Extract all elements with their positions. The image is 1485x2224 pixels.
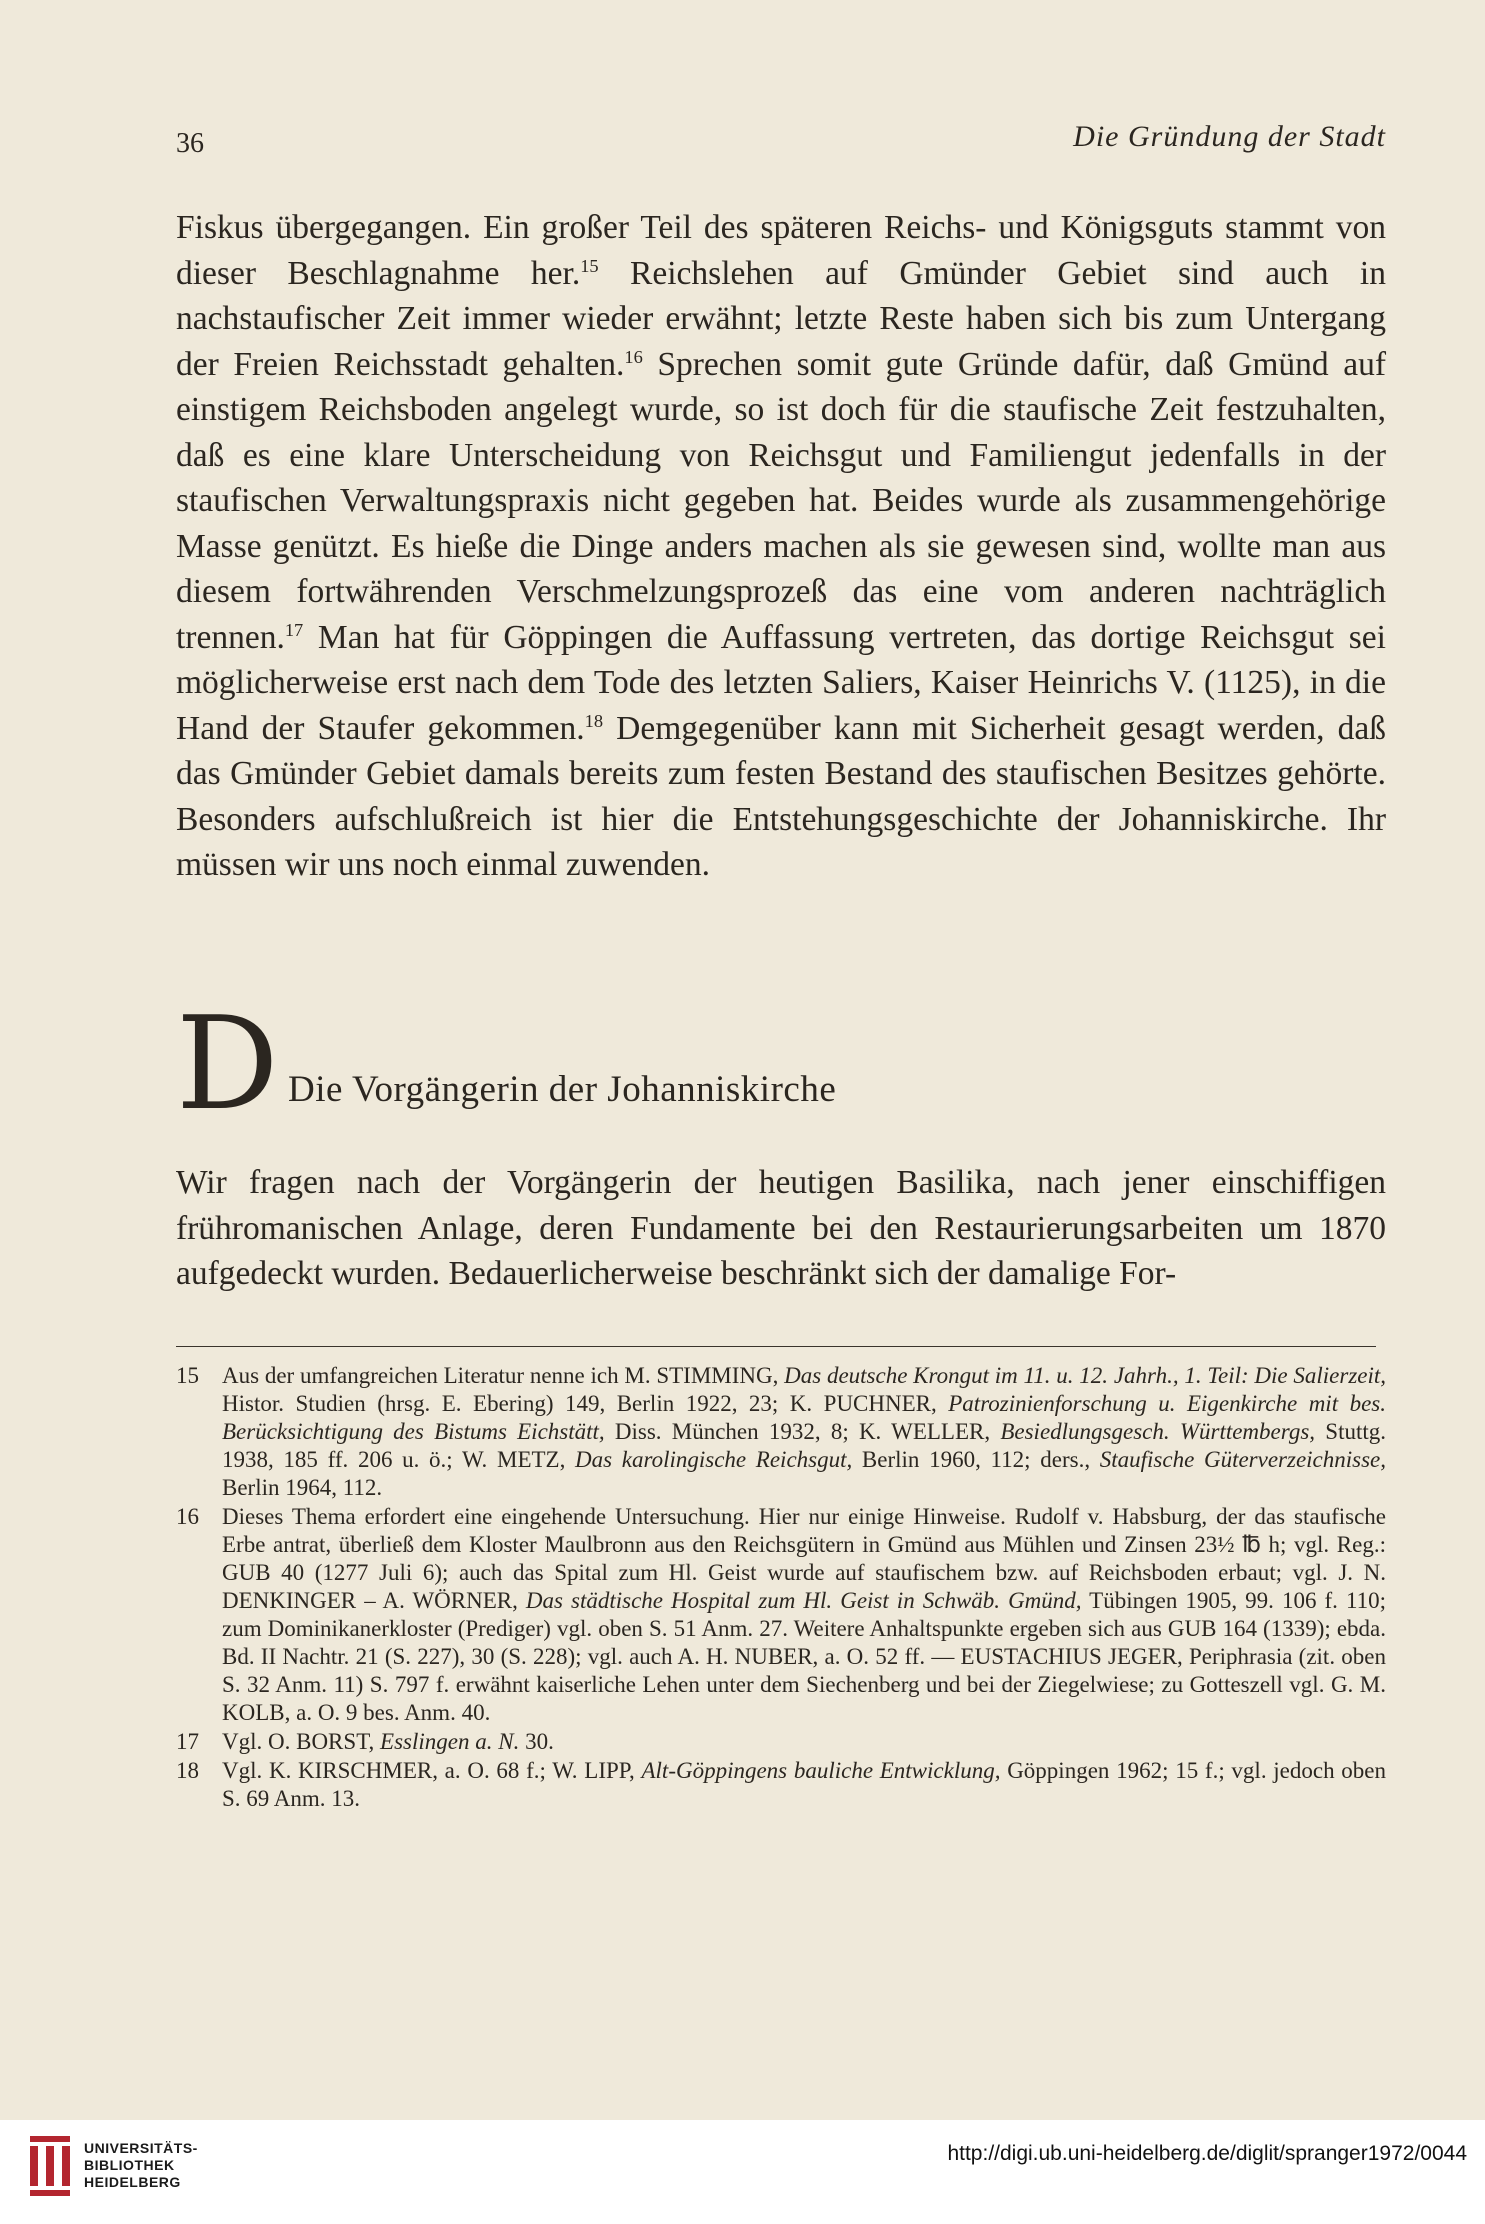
viewer-footer (0, 2120, 1485, 2224)
footnote-ref: 16 (624, 346, 643, 367)
footnote-number: 15 (176, 1363, 199, 1388)
footnote-text: Histor. Studien (hrsg. E. Ebering) 149, Berlin 1922, 23; K. PUCHNER, (222, 1391, 949, 1416)
footnote-text: Stuttg. 1938, 185 ff. 206 u. ö.; W. METZ, (222, 1419, 1386, 1472)
body-text-run: Reichslehen auf Gmünder Gebiet sind auch in nachstaufischer Zeit immer wieder erwähnt; letzte Reste haben sich bis zum Untergang der Freien Reichsstadt gehalten. (176, 254, 1386, 383)
footnote-ref: 18 (584, 710, 604, 731)
footnote-15 (176, 1362, 1386, 1502)
footnote-text: Tübingen 1905, 99. 106 f. 110; zum Dominikanerkloster (Prediger) vgl. oben S. 51 Anm. 27. Weitere Anhaltspunkte ergeben sich aus GUB 164 (1339); ebda. Bd. II Nachtr. 21 (S. 227), 30 (S. 228); vgl. auch A. H. NUBER, a. O. 52 ff. — EUSTACHIUS JEGER, Periphrasia (zit. oben S. 32 Anm. 11) S. 797 f. erwähnt kaiserliche Lehen unter dem Siechenberg und bei der Ziegelwiese; zu Gotteszell vgl. G. M. KOLB, a. O. 9 bes. Anm. 40. (222, 1588, 1386, 1725)
section-text (176, 1160, 1386, 1297)
footnote-text: Diss. München 1932, 8; K. WELLER, (604, 1419, 1001, 1444)
footnote-title: Das deutsche Krongut im 11. u. 12. Jahrh., 1. Teil: Die Salierzeit, (784, 1363, 1387, 1388)
footnote-title: Staufische Güterverzeichnisse, (1099, 1447, 1387, 1472)
footnote-text: Berlin 1960, 112; ders., (852, 1447, 1100, 1472)
footnote-text: Dieses Thema erfordert eine eingehende Untersuchung. Hier nur einige Hinweise. Rudolf v. Habsburg, der das staufische Erbe antrat, überließ dem Kloster Maulbronn aus den Reichsgütern in Gmünd aus Mühlen und Zinsen 23½ ℔ h; vgl. Reg.: GUB 40 (1277 Juli 6); auch das Spital zum Hl. Geist wurde auf staufischem bzw. auf Reichsboden erbaut; vgl. J. N. DENKINGER – A. WÖRNER, (222, 1504, 1386, 1613)
library-line: HEIDELBERG (84, 2174, 181, 2190)
page-header (176, 120, 1386, 160)
body-text-run: Sprechen somit gute Gründe dafür, daß Gmünd auf einstigem Reichsboden angelegt wurde, so ist doch für die staufische Zeit festzuhalten, daß es eine klare Unterscheidung von Reichsgut und Familiengut jedenfalls in der staufischen Verwaltungspraxis nicht gegeben hat. Beides wurde als zusammengehörige Masse genützt. Es hieße die Dinge anders machen als sie gewesen sind, wollte man aus diesem fortwährenden Verschmelzungsprozeß das eine vom anderen nachträglich trennen. (176, 345, 1387, 656)
section-paragraph: Wir fragen nach der Vorgängerin der heutigen Basilika, nach jener einschiffigen frühromanischen Anlage, deren Fundamente bei den Restaurierungsarbeiten um 1870 aufgedeckt wurden. Bedauerlicherweise beschränkt sich der damalige For- (176, 1164, 1386, 1292)
page-number: 36 (176, 128, 204, 159)
footnote-ref: 15 (580, 255, 599, 276)
source-url[interactable]: http://digi.ub.uni-heidelberg.de/diglit/spranger1972/0044 (947, 2142, 1467, 2165)
logo-bar-base (30, 2190, 70, 2196)
logo-bar-right (62, 2146, 70, 2186)
library-line: UNIVERSITÄTS- (84, 2140, 198, 2156)
footnote-number: 18 (176, 1758, 199, 1783)
footnote-text: Vgl. K. KIRSCHMER, a. O. 68 f.; W. LIPP, (222, 1758, 642, 1783)
logo-bar-left (30, 2146, 38, 2186)
footnote-17 (176, 1728, 1386, 1756)
footnote-title: Patrozinienforschung u. Eigenkirche mit bes. Berücksichtigung des Bistums Eichstätt, (222, 1391, 1386, 1444)
footnote-title: Das städtische Hospital zum Hl. Geist in Schwäb. Gmünd, (525, 1588, 1082, 1613)
footnote-16 (176, 1503, 1386, 1727)
section-heading (176, 990, 1386, 1139)
footnote-title: Esslingen a. N. (380, 1729, 520, 1754)
footnote-text: Aus der umfangreichen Literatur nenne ich M. STIMMING, (222, 1363, 785, 1388)
body-text-run: Fiskus übergegangen. Ein großer Teil des späteren Reichs- und Königsguts stammt von dieser Beschlagnahme her. (176, 209, 1386, 292)
library-logo-icon (26, 2130, 74, 2214)
section-letter: D (176, 990, 277, 1139)
footnote-title: Das karolingische Reichsgut, (575, 1447, 853, 1472)
library-line: BIBLIOTHEK (84, 2157, 175, 2173)
logo-bar-mid (46, 2146, 54, 2186)
footnote-number: 16 (176, 1504, 199, 1529)
running-head: Die Gründung der Stadt (1073, 120, 1386, 153)
footnote-title: Alt-Göppingens bauliche Entwicklung, (641, 1758, 1001, 1783)
footnote-text: Göppingen 1962; 15 f.; vgl. jedoch oben S. 69 Anm. 13. (222, 1758, 1386, 1811)
footnote-number: 17 (176, 1729, 199, 1754)
footnote-18 (176, 1757, 1386, 1813)
body-paragraph (176, 205, 1386, 888)
section-title: Die Vorgängerin der Johanniskirche (288, 1069, 837, 1110)
footnotes (176, 1362, 1386, 1814)
footnote-text: 30. (519, 1729, 554, 1754)
footnote-divider (176, 1346, 1376, 1347)
body-text-run: Demgegenüber kann mit Sicherheit gesagt werden, daß das Gmünder Gebiet damals bereits zum festen Bestand des staufischen Besitzes gehörte. Besonders aufschlußreich ist hier die Entstehungsgeschichte der Johanniskirche. Ihr müssen wir uns noch einmal zuwenden. (176, 709, 1386, 883)
footnote-title: Besiedlungsgesch. Württembergs, (1000, 1419, 1316, 1444)
body-text-run: Man hat für Göppingen die Auffassung vertreten, das dortige Reichsgut sei möglicherweise erst nach dem Tode des letzten Saliers, Kaiser Heinrichs V. (1125), in die Hand der Staufer gekommen. (176, 618, 1386, 747)
footnote-text: Berlin 1964, 112. (222, 1475, 383, 1500)
library-name (84, 2140, 198, 2191)
logo-bar-top (30, 2136, 70, 2142)
body-text (176, 205, 1386, 888)
footnote-ref: 17 (284, 619, 304, 640)
footnote-text: Vgl. O. BORST, (222, 1729, 381, 1754)
